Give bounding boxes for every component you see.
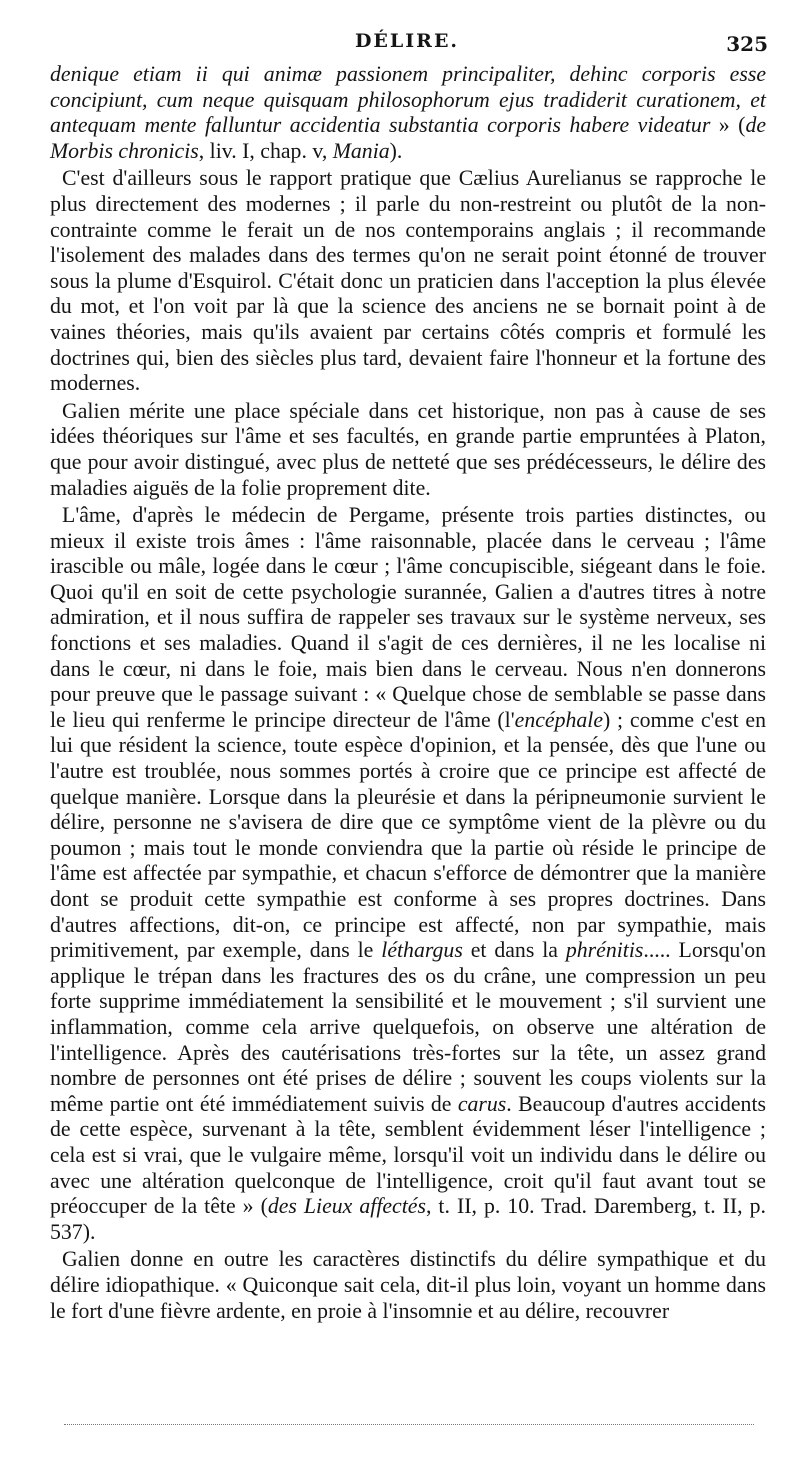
text-run: Galien donne en outre les caractères distinctifs du délire sympathique et du délire idiopathique. « Quiconque sait cela, dit-il plus loin, voyant un homme dans le fort d'une fièvre ardente, en proie à l'insomnie et au délire, recouvrer: [50, 1247, 766, 1323]
text-run: L'âme, d'après le médecin de Pergame, présente trois parties distinctes, ou mieux il existe trois âmes : l'âme raisonnable, placée dans le cerveau ; l'âme irascible ou mâle, logée dans le cœur ; l'âme concupiscible, siégeant dans le foie. Quoi qu'il en soit de cette psychologie surannée, Galien a d'autres titres à notre admiration, et il nous suffira de rappeler ses travaux sur le système nerveux, ses fonctions et ses maladies. Quand il s'agit de ces dernières, il ne les localise ni dans le cœur, ni dans le foie, mais bien dans le cerveau. Nous n'en donnerons pour preuve que le passage suivant : « Quelque chose de semblable se passe dans le lieu qui renferme le principe directeur de l'âme (l': [50, 503, 766, 732]
italic-run: léthargus: [381, 938, 463, 963]
body-text: [50, 62, 766, 1326]
paragraph: [50, 503, 766, 1245]
text-run: , liv. I, chap. v,: [198, 138, 333, 163]
page-number: 325: [726, 32, 768, 56]
italic-run: denique etiam ii qui animæ passionem principaliter, dehinc corporis esse concipiunt, cum neque quisquam philosophorum ejus tradiderit curationem, et antequam mente falluntur accidentia substantia corporis habere videatur: [50, 62, 766, 138]
text-run: ).: [389, 138, 403, 163]
paragraph: [50, 166, 766, 396]
text-run: C'est d'ailleurs sous le rapport pratique que Cælius Aurelianus se rapproche le plus directement des modernes ; il parle du non-restreint ou plutôt de la non-contrainte comme le ferait un de nos contemporains anglais ; il recommande l'isolement des malades dans des termes qu'on ne serait point étonné de trouver sous la plume d'Esquirol. C'était donc un praticien dans l'acception la plus élevée du mot, et l'on voit par là que la science des anciens ne se bornait point à de vaines théories, mais qu'ils avaient par certains côtés compris et formulé les doctrines qui, bien des siècles plus tard, devaient faire l'honneur et la fortune des modernes.: [50, 166, 766, 396]
running-title: DÉLIRE.: [354, 30, 460, 52]
footer-rule: [64, 1424, 754, 1425]
page-header: [46, 30, 768, 60]
text-run: Galien mérite une place spéciale dans cet historique, non pas à cause de ses idées théoriques sur l'âme et ses facultés, en grande partie empruntées à Platon, que pour avoir distingué, avec plus de netteté que ses prédécesseurs, le délire des maladies aiguës de la folie proprement dite.: [50, 398, 766, 500]
paragraph: [50, 399, 766, 501]
paragraph: [50, 62, 766, 164]
italic-run: de Morbis chronicis: [50, 113, 767, 163]
italic-run: des Lieux affectés: [267, 1194, 426, 1219]
italic-run: phrénitis: [565, 938, 644, 963]
italic-run: carus: [457, 1091, 507, 1116]
italic-run: Mania: [332, 138, 390, 163]
italic-run: encéphale: [514, 707, 604, 732]
text-run: ) ; comme c'est en lui que résident la science, toute espèce d'opinion, et la pensée, dès que l'une ou l'autre est troublée, nous sommes portés à croire que ce principe est affecté de quelque manière. Lorsque dans la pleurésie et dans la péripneumonie survient le délire, personne ne s'avisera de dire que ce symptôme vient de la plèvre ou du poumon ; mais tout le monde conviendra que la partie où réside le principe de l'âme est affectée par sympathie, et chacun s'efforce de démontrer que la manière dont se produit cette sympathie est conforme à ses propres doctrines. Dans d'autres affections, dit-on, ce principe est affecté, non par sympathie, mais primitivement, par exemple, dans le: [50, 707, 766, 963]
text-run: et dans la: [462, 938, 566, 963]
text-run: ..... Lorsqu'on applique le trépan dans les fractures des os du crâne, une compression un peu forte supprime immédiatement la sensibilité et le mouvement ; s'il survient une inflammation, comme cela arrive quelquefois, on observe une altération de l'intelligence. Après des cautérisations très-fortes sur la tête, un assez grand nombre de personnes ont été prises de délire ; souvent les coups violents sur la même partie ont été immédiatement suivis de: [50, 938, 767, 1116]
paragraph: [50, 1247, 766, 1324]
text-run: . Beaucoup d'autres accidents de cette espèce, survenant à la tête, semblent évidemment léser l'intelligence ; cela est si vrai, que le vulgaire même, lorsqu'il voit un individu dans le délire ou avec une altération quelconque de l'intelligence, croit qu'il faut avant tout se préoccuper de la tête » (: [50, 1091, 766, 1219]
text-run: » (: [710, 113, 746, 138]
text-run: , t. II, p. 10. Trad. Daremberg, t. II, p. 537).: [50, 1194, 767, 1244]
